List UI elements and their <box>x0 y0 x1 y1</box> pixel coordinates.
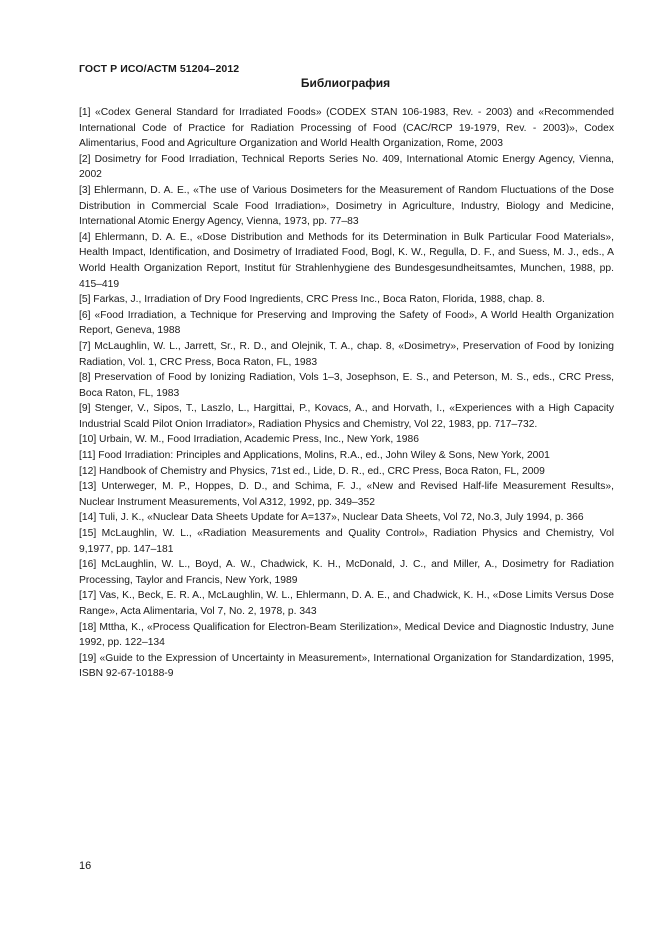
reference-item: [16] McLaughlin, W. L., Boyd, A. W., Chadwick, K. H., McDonald, J. C., and Miller, A., Dosimetry for Radiation Processing, Taylor and Francis, New York, 1989 <box>79 559 614 586</box>
reference-item: [9] Stenger, V., Sipos, T., Laszlo, L., Hargittai, P., Kovacs, A., and Horvath, I., «Experiences with a High Capacity Industrial Scald Pilot Onion Irradiator», Radiation Physics and Chemistry, Vol 22, 1983, pp. 717–732. <box>79 403 614 430</box>
reference-item: [18] Mttha, K., «Process Qualification for Electron-Beam Sterilization», Medical Device and Diagnostic Industry, June 1992, pp. 122–134 <box>79 621 614 649</box>
reference-item: [4] Ehlermann, D. A. E., «Dose Distribution and Methods for its Determination in Bulk Particular Food Materials», Health Impact, Identification, and Dosimetry of Irradiated Food, Bogl, K. W., Regulla, D. F., and Suess, M. J., eds., A World Health Organization Report, Institut für Strahlenhygiene des Bundesgesundheitsamtes, Munchen, 1988, pp. 415–419 <box>79 231 614 290</box>
bibliography-title: Библиография <box>300 76 391 90</box>
reference-item: [12] Handbook of Chemistry and Physics, 71st ed., Lide, D. R., ed., CRC Press, Boca Raton, FL, 2009 <box>79 465 545 477</box>
reference-item: [19] «Guide to the Expression of Uncertainty in Measurement», International Organization for Standardization, 1995, ISBN 92-67-10188-9 <box>79 652 614 680</box>
reference-item: [6] «Food Irradiation, a Technique for Preserving and Improving the Safety of Food», A World Health Organization Report, Geneva, 1988 <box>79 309 614 337</box>
reference-item: [17] Vas, K., Beck, E. R. A., McLaughlin, W. L., Ehlermann, D. A. E., and Chadwick, K. H., «Dose Limits Versus Dose Range», Acta Alimentaria, Vol 7, No. 2, 1978, p. 343 <box>79 590 614 617</box>
reference-item: [13] Unterweger, M. P., Hoppes, D. D., and Schima, F. J., «New and Revised Half-life Measurement Results», Nuclear Instrument Measurements, Vol A312, 1992, pp. 349–352 <box>79 481 614 508</box>
standard-header: ГОСТ Р ИСО/АСТМ 51204–2012 <box>79 63 240 75</box>
reference-item: [7] McLaughlin, W. L., Jarrett, Sr., R. D., and Olejnik, T. A., chap. 8, «Dosimetry», Preservation of Food by Ionizing Radiation, Vol. 1, CRC Press, Boca Raton, FL, 1983 <box>79 340 614 368</box>
reference-item: [5] Farkas, J., Irradiation of Dry Food Ingredients, CRC Press Inc., Boca Raton, Florida, 1988, chap. 8. <box>79 294 545 306</box>
reference-item: [8] Preservation of Food by Ionizing Radiation, Vols 1–3, Josephson, E. S., and Peterson, M. S., eds., CRC Press, Boca Raton, FL, 1983 <box>79 372 614 399</box>
reference-item: [14] Tuli, J. K., «Nuclear Data Sheets Update for A=137», Nuclear Data Sheets, Vol 72, No.3, July 1994, p. 366 <box>79 512 584 524</box>
reference-item: [3] Ehlermann, D. A. E., «The use of Various Dosimeters for the Measurement of Random Fluctuations of the Dose Distribution in Commercial Scale Food Irradiation», Dosimetry in Agriculture, Industry, Biology and Medicine, International Atomic Energy Agency, Vienna, 1973, pp. 77–83 <box>79 184 614 228</box>
reference-item: [1] «Codex General Standard for Irradiated Foods» (CODEX STAN 106-1983, Rev. - 2003) and «Recommended International Code of Practice for Radiation Processing of Food (CAC/RCP 19-1979, Rev. - 2003)», Codex Alimentarius, Food and Agriculture Organization and World Health Organization, Rome, 2003 <box>79 107 614 150</box>
reference-item: [11] Food Irradiation: Principles and Applications, Molins, R.A., ed., John Wiley & Sons, New York, 2001 <box>79 450 550 462</box>
reference-item: [15] McLaughlin, W. L., «Radiation Measurements and Quality Control», Radiation Physics and Chemistry, Vol 9,1977, pp. 147–181 <box>79 528 614 555</box>
page-number: 16 <box>79 860 92 872</box>
reference-item: [10] Urbain, W. M., Food Irradiation, Academic Press, Inc., New York, 1986 <box>79 434 419 446</box>
bibliography-list <box>79 105 614 682</box>
reference-item: [2] Dosimetry for Food Irradiation, Technical Reports Series No. 409, International Atomic Energy Agency, Vienna, 2002 <box>79 153 614 181</box>
